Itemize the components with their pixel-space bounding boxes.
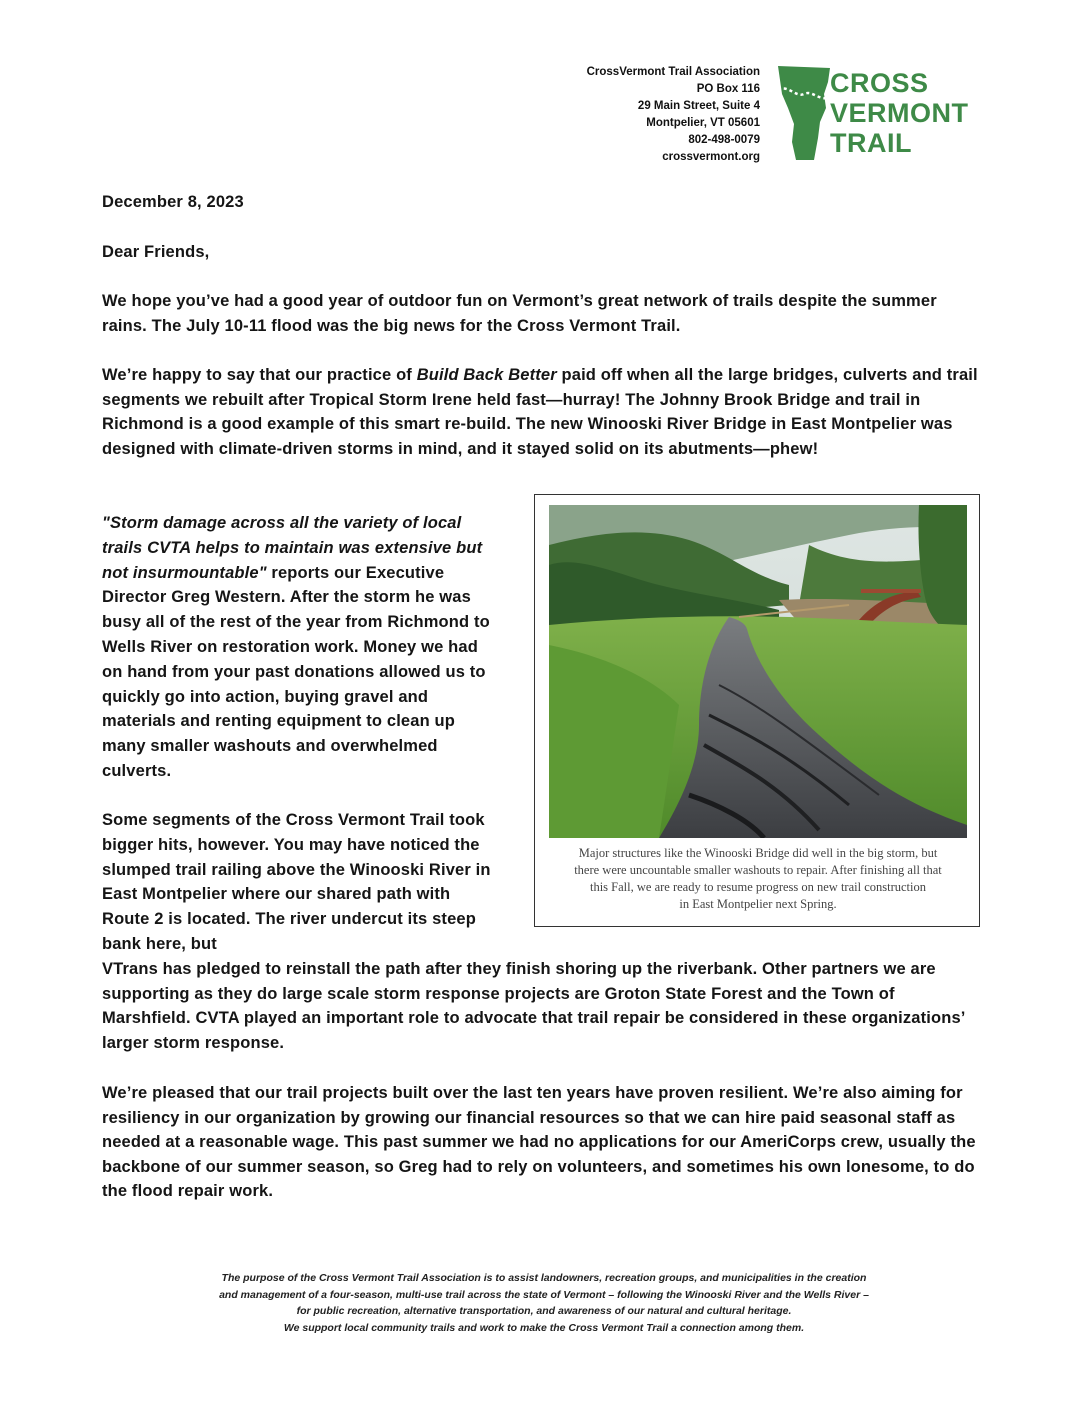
logo-word-cross: CROSS [830, 68, 929, 98]
letter-date: December 8, 2023 [102, 193, 244, 211]
city-address: Montpelier, VT 05601 [646, 117, 760, 129]
photo-caption [545, 845, 971, 913]
paragraph-3 [102, 511, 502, 784]
caption-line-4: in East Montpelier next Spring. [679, 897, 837, 911]
photo-figure [534, 494, 980, 927]
paragraph-2-start: We’re happy to say that our practice of [102, 366, 417, 384]
director-quote: "Storm damage across all the variety of local trails CVTA helps to maintain was extensive but not insurmountable" [102, 514, 483, 582]
paragraph-3-text [102, 511, 502, 784]
mission-footer [100, 1270, 988, 1336]
paragraph-4-narrow [102, 808, 502, 957]
paragraph-4-wide-text: VTrans has pledged to reinstall the path after they finish shoring up the riverbank. Other partners we are supporting as they do large scale storm response projects are Groton State Forest and the Town of Marshfield. CVTA played an important role to advocate that trail repair be considered in these organizations’ larger storm response. [102, 960, 965, 1052]
footer-line-4: We support local community trails and work to make the Cross Vermont Trail a connection among them. [283, 1321, 805, 1334]
paragraph-4-continued [102, 957, 982, 1055]
paragraph-1-text: We hope you’ve had a good year of outdoor fun on Vermont’s great network of trails despite the summer rains. The July 10-11 flood was the big news for the Cross Vermont Trail. [102, 292, 937, 335]
paragraph-2-end: paid off when all the large bridges, culverts and trail segments we rebuilt after Tropical Storm Irene held fast—hurray! The Johnny Brook Bridge and trail in Richmond is a good example of this smart re-build. The new Winooski River Bridge in East Montpelier was designed with climate-driven storms in mind, and it stayed solid on its abutments—phew! [102, 366, 978, 458]
paragraph-1 [102, 289, 982, 338]
caption-line-1: Major structures like the Winooski Bridge did well in the big storm, but [578, 846, 938, 860]
paragraph-2 [102, 363, 982, 461]
logo-word-vermont: VERMONT [830, 98, 969, 128]
street-address: 29 Main Street, Suite 4 [637, 100, 760, 112]
paragraph-5 [102, 1081, 982, 1204]
footer-line-1: The purpose of the Cross Vermont Trail Association is to assist landowners, recreation groups, and municipalities in the creation [221, 1272, 867, 1284]
paragraph-2-emphasis: Build Back Better [416, 366, 557, 384]
flood-damaged-trail-photo [549, 505, 967, 838]
footer-line-3: for public recreation, alternative transportation, and awareness of our natural and cultural heritage. [296, 1305, 792, 1317]
paragraph-4-narrow-text: Some segments of the Cross Vermont Trail took bigger hits, however. You may have noticed the slumped trail railing above the Winooski River in East Montpelier where our shared path with Route 2 is located. The river undercut its steep bank here, but [102, 811, 491, 953]
vermont-map-icon [774, 64, 834, 164]
letter-salutation: Dear Friends, [102, 243, 210, 261]
paragraph-5-text: We’re pleased that our trail projects built over the last ten years have proven resilient. We’re also aiming for resiliency in our organization by growing our financial resources so that we can hire paid seasonal staff as needed at a reasonable wage. This past summer we had no applications for our AmeriCorps crew, usually the backbone of our summer season, so Greg had to rely on volunteers, and sometimes his own lonesome, to do the flood repair work. [102, 1084, 976, 1200]
logo-word-trail: TRAIL [830, 128, 912, 158]
caption-line-2: there were uncountable smaller washouts to repair. After finishing all that [574, 863, 942, 877]
caption-line-3: this Fall, we are ready to resume progress on new trail construction [589, 880, 927, 894]
footer-line-2: and management of a four-season, multi-use trail across the state of Vermont – following the Winooski River and the Wells River – [219, 1288, 869, 1301]
cross-vermont-trail-logo [774, 64, 1004, 164]
letterhead-address [587, 64, 760, 166]
phone-number: 802-498-0079 [688, 134, 760, 146]
paragraph-3-rest: reports our Executive Director Greg Western. After the storm he was busy all of the rest of the year from Richmond to Wells River on restoration work. Money we had on hand from your past donations allowed us to quickly go into action, buying gravel and materials and renting equipment to clean up many smaller washouts and overwhelmed culverts. [102, 563, 490, 780]
website: crossvermont.org [662, 151, 760, 163]
org-name: CrossVermont Trail Association [586, 66, 760, 78]
po-box: PO Box 116 [696, 83, 760, 95]
paragraph-2-text [102, 363, 982, 461]
